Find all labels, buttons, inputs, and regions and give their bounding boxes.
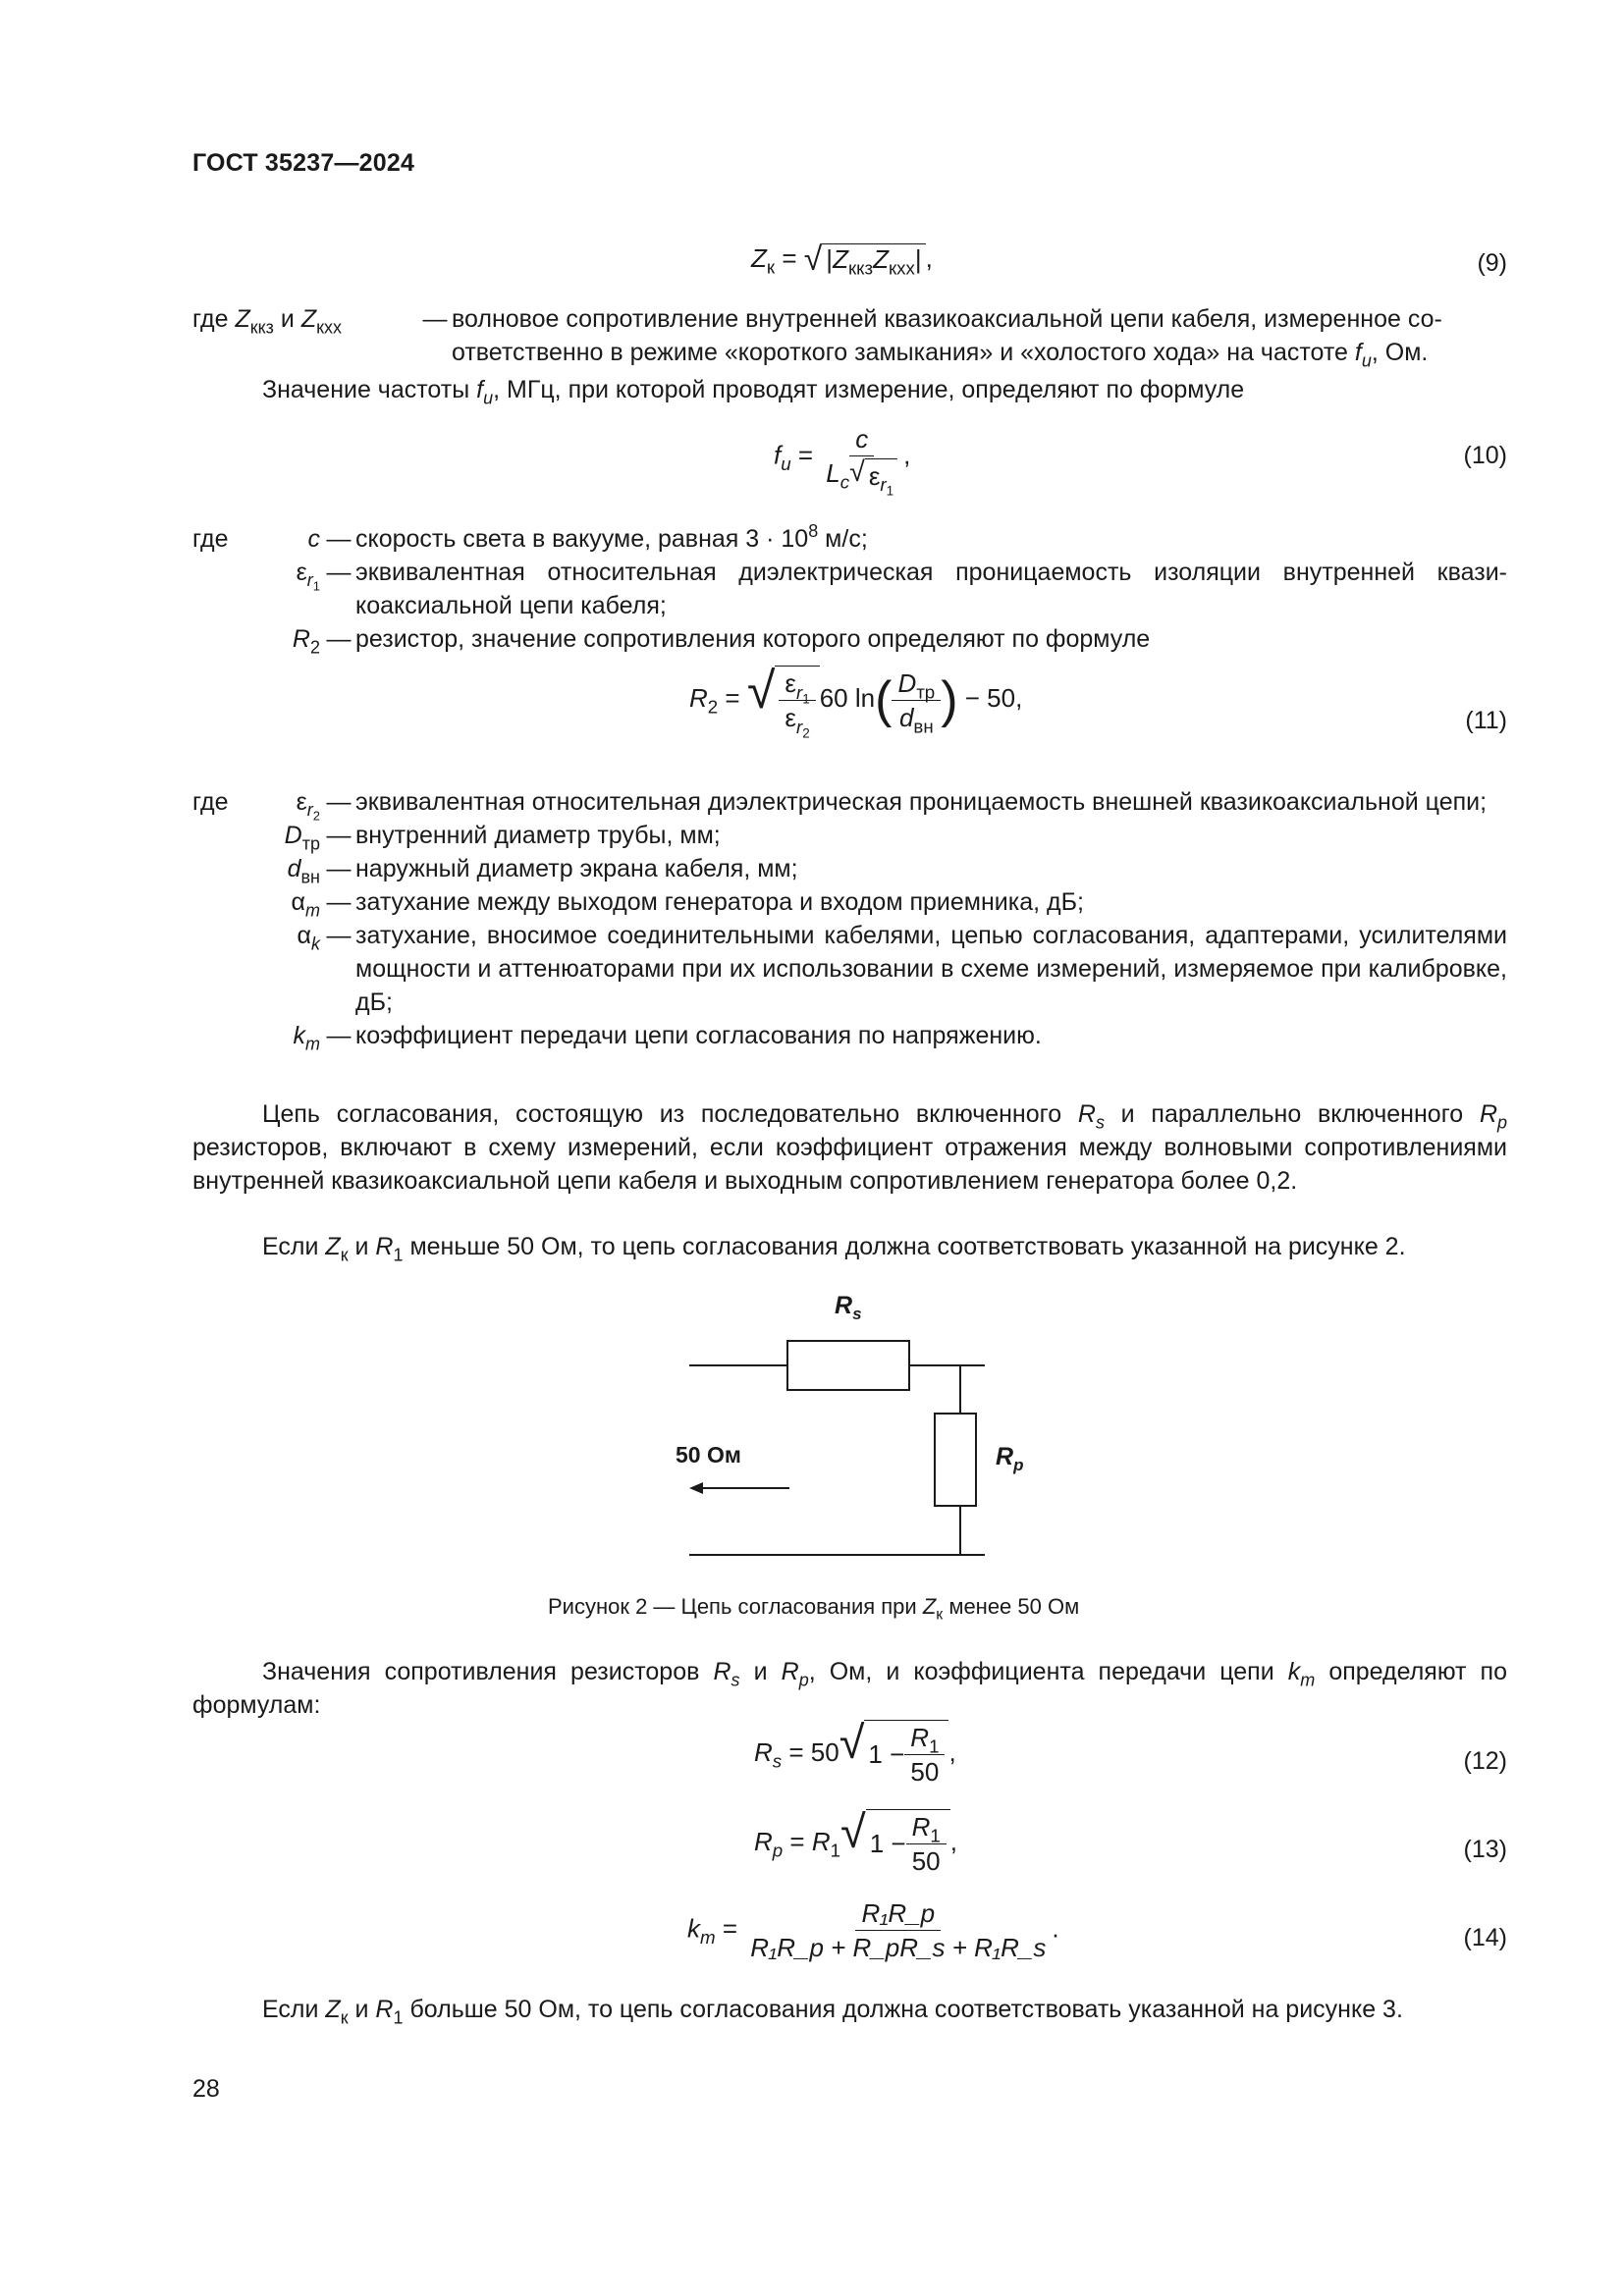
equation-9-number: (9) <box>1477 249 1507 277</box>
page-number: 28 <box>192 2075 220 2103</box>
equation-10-number: (10) <box>1463 442 1507 469</box>
arrow-head <box>689 1482 703 1494</box>
def-eps-r2: где $\varepsilon_{r_2}$ — эквивалентная относительная диэлектрическая проницаемость внешней квазикоаксиальной цепи; <box>192 788 1488 824</box>
definition-list-eq9: где $Z_{ккз}$ и $Z_{кхх}$ — волновое сопротивление внутренней квазикоаксиальной цепи кабеля, измеренное со- ответственно в режиме «короткого замыкания» и «холостого хода» на частоте $f_u$, Ом. <box>192 302 1507 369</box>
def-r2: $R_2$ — резистор, значение сопротивления которого определяют по формуле <box>292 625 1151 658</box>
definition-list-eq10 <box>192 522 1507 656</box>
equation-12: $R_s = 50$ √ 1 − $\frac{R_1}{50}$ , <box>754 1717 956 1787</box>
def-alpha-k: $\alpha_k$ — затухание, вносимое соединительными кабелями, цепью согласования, адаптерами, усилителями мощности и аттенюаторами при их использовании в схеме измерений, измеряемое при калибровке, дБ; <box>297 922 1507 1016</box>
def9-body: волновое сопротивление внутренней квазикоаксиальной цепи кабеля, измеренное со- ответственно в режиме «короткого замыкания» и «холостого хода» на частоте $f_u$, Ом. <box>452 305 1442 371</box>
def-km: $k_m$ — коэффициент передачи цепи согласования по напряжению. <box>293 1022 1042 1054</box>
equation-12-number: (12) <box>1463 1747 1507 1775</box>
def-dvn: $d_{вн}$ — наружный диаметр экрана кабеля, мм; <box>287 855 798 887</box>
def-c: где c — скорость света в вакууме, равная $3 \cdot 10^8$ м/с; <box>192 521 868 553</box>
matching-circuit-figure <box>668 1276 1060 1571</box>
definition-list-eq11 <box>192 785 1507 1052</box>
def-dtr: $D_{тр}$ — внутренний диаметр трубы, мм; <box>284 822 721 854</box>
label-50-ohm: 50 Ом <box>676 1442 741 1468</box>
equation-14: $k_m$ = $\frac{\text{R₁R\_p}}{\text{R₁R\_p + R\_pR\_s + R₁R\_s}}$ . <box>687 1898 1059 1962</box>
paragraph-values: Значения сопротивления резисторов $R_s$ и $R_p$, Ом, и коэффициента передачи цепи $k_m$ определяют по формулам: <box>192 1658 1507 1719</box>
document-header: ГОСТ 35237—2024 <box>192 149 415 177</box>
paragraph-if-more: Если $Z_к$ и $R_1$ больше 50 Ом, то цепь согласования должна соответствовать указанной на рисунке 3. <box>262 1996 1403 2028</box>
label-rs: $R_s$ <box>835 1292 862 1323</box>
resistor-rp <box>935 1414 976 1506</box>
figure-2-caption: Рисунок 2 — Цепь согласования при $Z_к$ менее 50 Ом <box>548 1594 1080 1624</box>
label-rp: $R_p$ <box>996 1443 1024 1474</box>
resistor-rs <box>787 1341 909 1390</box>
paragraph-frequency: Значение частоты $f_u$, МГц, при которой проводят измерение, определяют по формуле <box>262 376 1245 408</box>
equation-9: $Z_к$ = √ $|Z_{ккз}Z_{кхх}|$ , <box>751 240 933 279</box>
paragraph-circuit: Цепь согласования, состоящую из последовательно включенного $R_s$ и параллельно включенного $R_p$ резисторов, включают в схему измерений, если коэффициент отражения между волновыми сопротивлениями внутренней квазикоаксиальной цепи кабеля и выходным сопротивлением генератора более 0,2. <box>192 1100 1508 1195</box>
equation-13-number: (13) <box>1463 1836 1507 1863</box>
equation-13: $R_p = R_1$ √ 1 − $\frac{R_1}{50}$ , <box>754 1806 958 1876</box>
def9-term: где $Z_{ккз}$ и $Z_{кхх}$ <box>192 305 342 338</box>
def-alpha-m: $\alpha_m$ — затухание между выходом генератора и входом приемника, дБ; <box>291 888 1084 921</box>
equation-10: $f_u$ = c $L_c$ √ $\varepsilon_{r_1}$ , <box>774 424 911 499</box>
equation-14-number: (14) <box>1463 1924 1507 1951</box>
paragraph-if-less: Если $Z_к$ и $R_1$ меньше 50 Ом, то цепь согласования должна соответствовать указанной на рисунке 2. <box>262 1233 1406 1265</box>
equation-11-number: (11) <box>1465 707 1507 734</box>
def-eps-r1: $\varepsilon_{r_1}$ — эквивалентная относительная диэлектрическая проницаемость изоляции внутренней квазикоаксиальной цепи кабеля; <box>296 559 1507 619</box>
equation-11: $R_2$ = √ $\frac{\varepsilon_{r_1}}{\varepsilon_{r_2}}$ 60 ln( $\frac{D_{тр}}{d_{вн}}$ ) − 50, <box>689 663 1023 741</box>
